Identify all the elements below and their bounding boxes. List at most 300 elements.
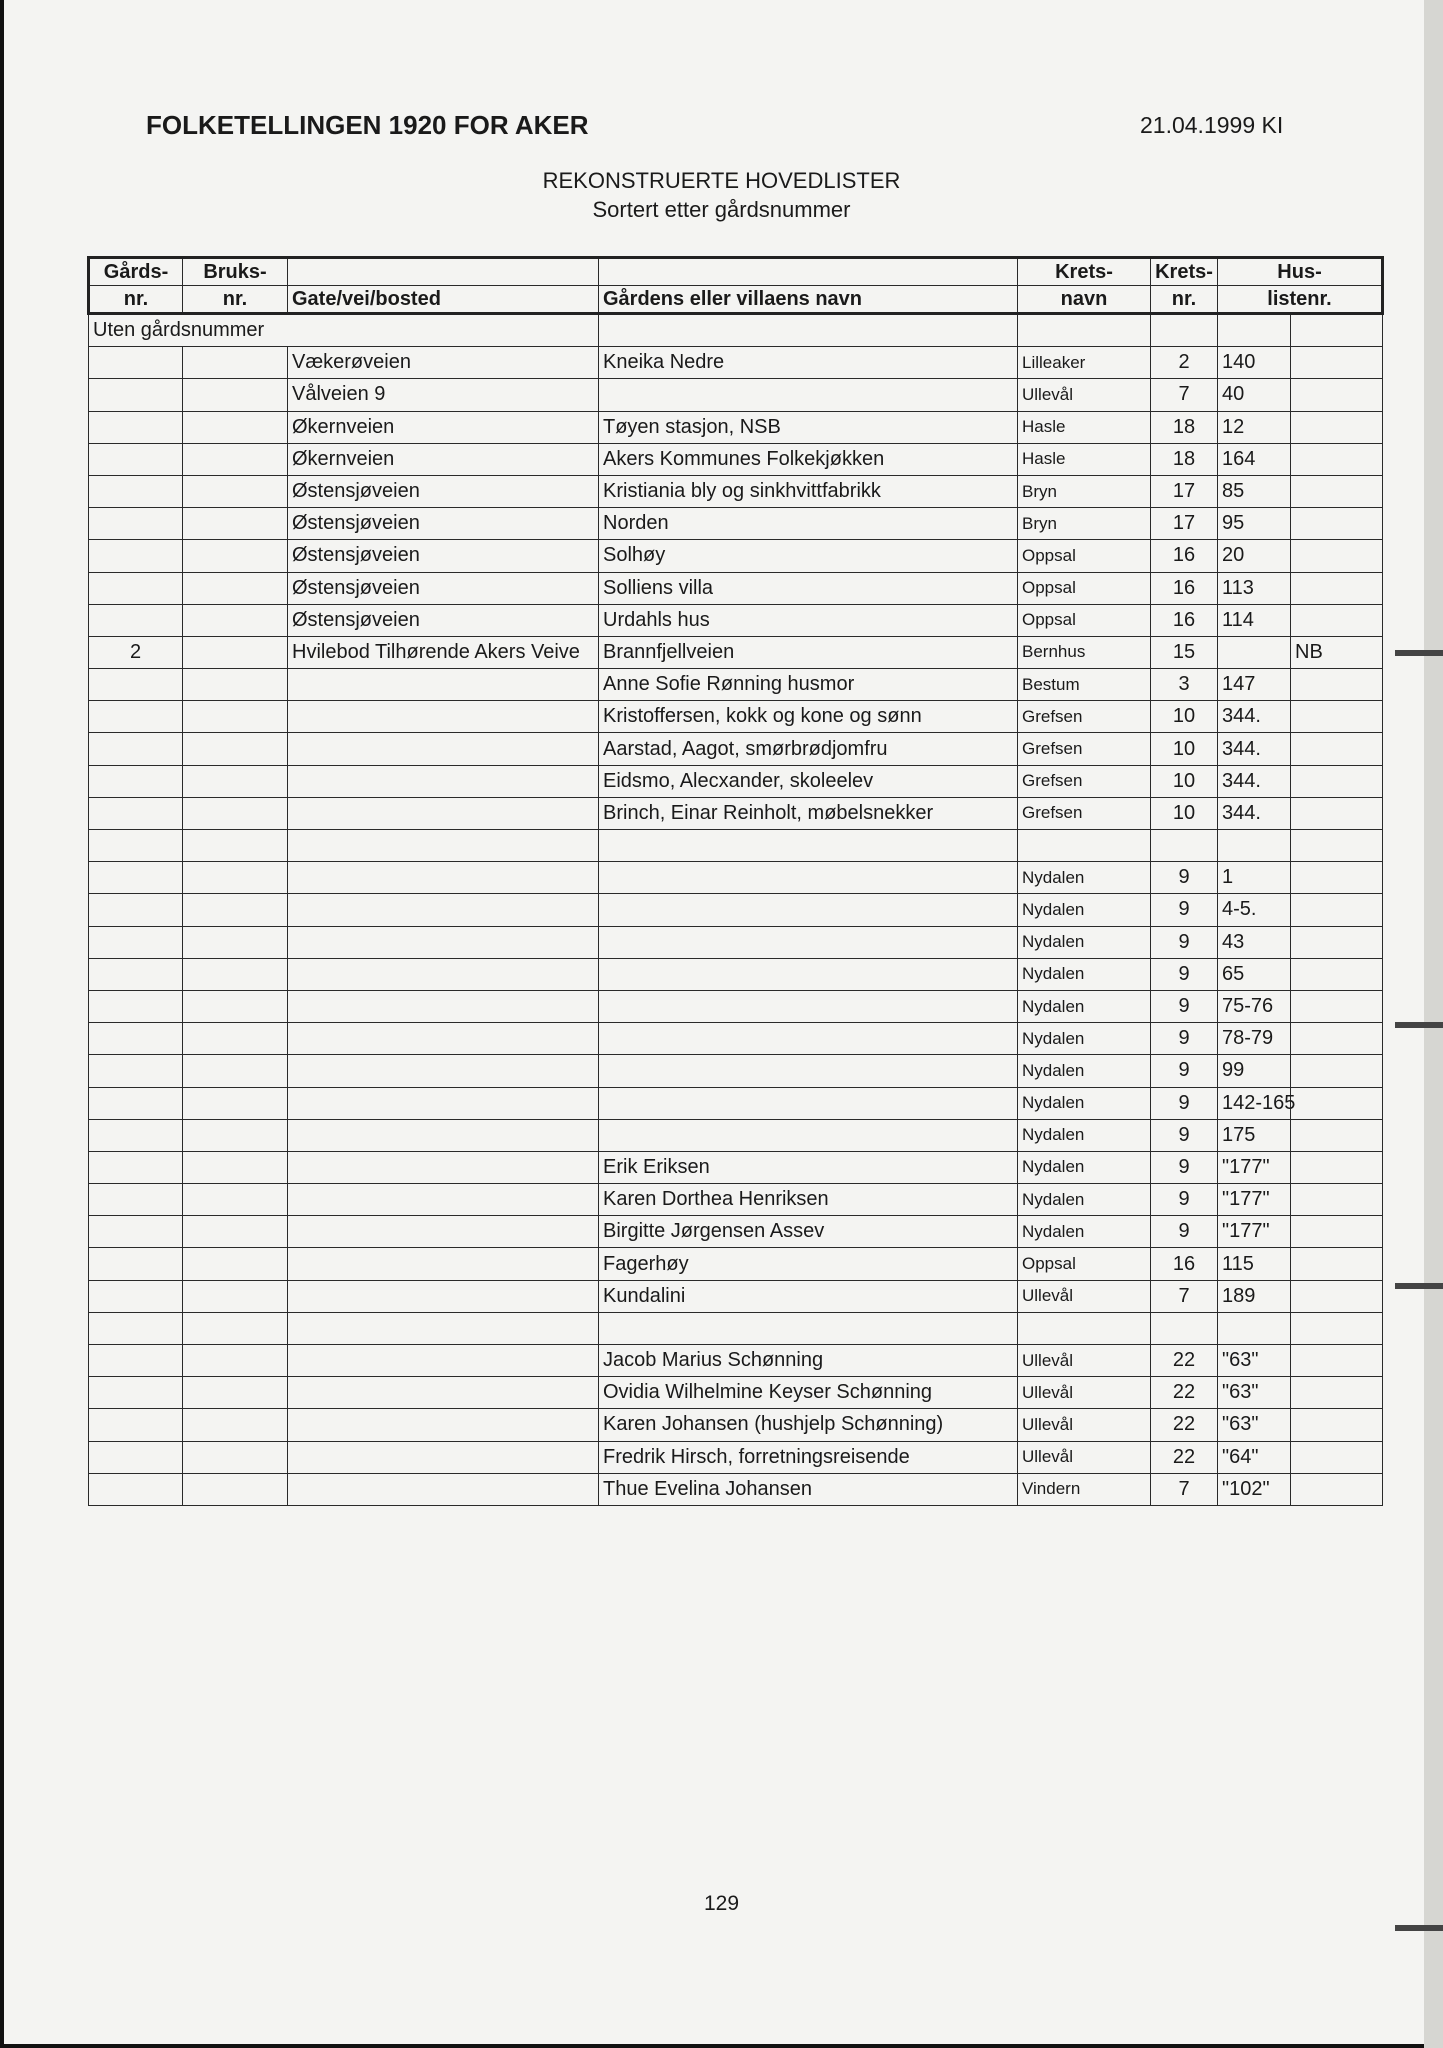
cell-bruks (183, 411, 288, 443)
cell-note: NB (1291, 636, 1383, 668)
cell-bruks (183, 1055, 288, 1087)
cell-gards (89, 508, 183, 540)
cell-navn (599, 1023, 1018, 1055)
cell-note (1291, 894, 1383, 926)
cell-navn: Akers Kommunes Folkekjøkken (599, 443, 1018, 475)
cell-hus-listenr: 147 (1218, 669, 1291, 701)
table-row (89, 830, 1383, 862)
cell-gate: Østensjøveien (288, 475, 599, 507)
cell-gards (89, 894, 183, 926)
cell-bruks (183, 1377, 288, 1409)
cell-krets-nr: 22 (1151, 1441, 1218, 1473)
cell-note (1291, 701, 1383, 733)
cell-hus-listenr: "63" (1218, 1345, 1291, 1377)
cell-bruks (183, 797, 288, 829)
document-title: FOLKETELLINGEN 1920 FOR AKER (146, 110, 589, 140)
cell-note (1291, 765, 1383, 797)
col-krets-navn-header: Krets- (1018, 258, 1151, 286)
cell-gards (89, 733, 183, 765)
cell-gate: Østensjøveien (288, 572, 599, 604)
cell-krets-nr: 16 (1151, 604, 1218, 636)
scan-edge-mark (1395, 1022, 1443, 1028)
cell-gate: Vækerøveien (288, 347, 599, 379)
cell-hus-listenr (1218, 636, 1291, 668)
cell-gate: Østensjøveien (288, 540, 599, 572)
cell-note (1291, 572, 1383, 604)
cell-hus-listenr: 114 (1218, 604, 1291, 636)
cell-krets-nr: 17 (1151, 508, 1218, 540)
cell-gards (89, 1087, 183, 1119)
cell-gards (89, 1055, 183, 1087)
cell-navn: Kristiania bly og sinkhvittfabrikk (599, 475, 1018, 507)
cell-note (1291, 926, 1383, 958)
cell-hus-listenr: "177" (1218, 1184, 1291, 1216)
cell-note (1291, 1055, 1383, 1087)
cell-krets-nr: 7 (1151, 1280, 1218, 1312)
cell-note (1291, 347, 1383, 379)
cell-gate (288, 1441, 599, 1473)
cell-krets-navn: Grefsen (1018, 765, 1151, 797)
cell-gards (89, 1377, 183, 1409)
cell-krets-nr: 18 (1151, 411, 1218, 443)
table-row (89, 347, 1383, 379)
cell-navn: Birgitte Jørgensen Assev (599, 1216, 1018, 1248)
cell-krets-navn (1018, 1312, 1151, 1344)
cell-gate (288, 733, 599, 765)
cell-navn: Aarstad, Aagot, smørbrødjomfru (599, 733, 1018, 765)
table-row (89, 1184, 1383, 1216)
table-row (89, 1119, 1383, 1151)
cell-navn: Solhøy (599, 540, 1018, 572)
cell-hus-listenr: 1 (1218, 862, 1291, 894)
cell-navn (599, 958, 1018, 990)
scan-edge-mark (1395, 1925, 1443, 1931)
cell-bruks (183, 669, 288, 701)
section-label: Uten gårdsnummer (89, 314, 288, 347)
document-sort-note: Sortert etter gårdsnummer (592, 197, 851, 222)
table-row (89, 701, 1383, 733)
cell-gate (288, 797, 599, 829)
cell-krets-nr: 9 (1151, 1055, 1218, 1087)
cell-navn: Anne Sofie Rønning husmor (599, 669, 1018, 701)
cell-gate: Østensjøveien (288, 508, 599, 540)
cell-gate (288, 830, 599, 862)
cell-navn: Kundalini (599, 1280, 1018, 1312)
cell-krets-navn (1018, 830, 1151, 862)
cell-hus-listenr: 43 (1218, 926, 1291, 958)
cell-navn (599, 1312, 1018, 1344)
table-row (89, 411, 1383, 443)
cell-krets-nr: 3 (1151, 669, 1218, 701)
cell-bruks (183, 1409, 288, 1441)
section-row (89, 314, 1383, 347)
cell-note (1291, 540, 1383, 572)
cell-note (1291, 508, 1383, 540)
cell-navn (599, 862, 1018, 894)
cell-hus-listenr (1218, 830, 1291, 862)
cell-bruks (183, 1023, 288, 1055)
col-krets-nr-header-2: nr. (1151, 286, 1218, 314)
cell-gards (89, 797, 183, 829)
cell-bruks (183, 540, 288, 572)
cell-hus-listenr: "64" (1218, 1441, 1291, 1473)
cell-bruks (183, 347, 288, 379)
document-date: 21.04.1999 KI (1140, 112, 1284, 138)
cell-hus-listenr: 99 (1218, 1055, 1291, 1087)
cell-hus-listenr (1218, 1312, 1291, 1344)
cell-krets-navn: Vindern (1018, 1473, 1151, 1505)
cell-bruks (183, 701, 288, 733)
cell-bruks (183, 990, 288, 1022)
cell-note (1291, 797, 1383, 829)
cell-gate (288, 669, 599, 701)
cell-krets-nr: 9 (1151, 1184, 1218, 1216)
cell-note (1291, 1184, 1383, 1216)
col-hus-header: Hus- (1218, 258, 1383, 286)
cell-navn: Karen Dorthea Henriksen (599, 1184, 1018, 1216)
cell-hus-listenr: 20 (1218, 540, 1291, 572)
col-bruks-header: Bruks- (183, 258, 288, 286)
cell-krets-navn: Oppsal (1018, 1248, 1151, 1280)
cell-note (1291, 1087, 1383, 1119)
cell-gate (288, 1345, 599, 1377)
cell-gards (89, 347, 183, 379)
cell-gards (89, 1023, 183, 1055)
cell-krets-navn: Nydalen (1018, 990, 1151, 1022)
table-row (89, 1345, 1383, 1377)
cell-gards (89, 990, 183, 1022)
cell-gards (89, 926, 183, 958)
cell-gards (89, 475, 183, 507)
cell-note (1291, 830, 1383, 862)
cell-krets-navn: Ullevål (1018, 379, 1151, 411)
cell-krets-navn: Nydalen (1018, 1055, 1151, 1087)
cell-navn: Brannfjellveien (599, 636, 1018, 668)
cell-note (1291, 1216, 1383, 1248)
cell-navn: Jacob Marius Schønning (599, 1345, 1018, 1377)
col-krets-nr-header: Krets- (1151, 258, 1218, 286)
cell-gards (89, 1345, 183, 1377)
cell-bruks (183, 443, 288, 475)
cell-krets-navn: Nydalen (1018, 894, 1151, 926)
cell-bruks (183, 508, 288, 540)
table-row (89, 1087, 1383, 1119)
cell-bruks (183, 1216, 288, 1248)
cell-gards (89, 1248, 183, 1280)
cell-note (1291, 1119, 1383, 1151)
cell-navn: Eidsmo, Alecxander, skoleelev (599, 765, 1018, 797)
table-row (89, 443, 1383, 475)
cell-krets-nr: 10 (1151, 701, 1218, 733)
cell-gate (288, 765, 599, 797)
cell-bruks (183, 830, 288, 862)
cell-hus-listenr: 142-165 (1218, 1087, 1291, 1119)
table-row (89, 958, 1383, 990)
cell-gards (89, 1151, 183, 1183)
table-row (89, 572, 1383, 604)
cell-note (1291, 475, 1383, 507)
cell-hus-listenr: 344. (1218, 701, 1291, 733)
table-row (89, 1312, 1383, 1344)
cell-gate (288, 1409, 599, 1441)
cell-navn (599, 894, 1018, 926)
cell-note (1291, 443, 1383, 475)
cell-gards (89, 1216, 183, 1248)
table-row (89, 990, 1383, 1022)
cell-krets-navn: Hasle (1018, 443, 1151, 475)
table-row (89, 733, 1383, 765)
table-row (89, 765, 1383, 797)
cell-bruks (183, 379, 288, 411)
cell-krets-navn: Grefsen (1018, 797, 1151, 829)
cell-note (1291, 1151, 1383, 1183)
cell-navn: Urdahls hus (599, 604, 1018, 636)
cell-navn: Brinch, Einar Reinholt, møbelsnekker (599, 797, 1018, 829)
cell-krets-navn: Oppsal (1018, 572, 1151, 604)
table-row (89, 1280, 1383, 1312)
table-row (89, 1377, 1383, 1409)
cell-krets-navn: Ullevål (1018, 1280, 1151, 1312)
cell-bruks (183, 636, 288, 668)
cell-hus-listenr: 113 (1218, 572, 1291, 604)
cell-note (1291, 1441, 1383, 1473)
cell-gate (288, 862, 599, 894)
cell-gards (89, 862, 183, 894)
cell-gards (89, 443, 183, 475)
document-subtitle: REKONSTRUERTE HOVEDLISTER (542, 168, 901, 193)
cell-note (1291, 669, 1383, 701)
cell-hus-listenr: 175 (1218, 1119, 1291, 1151)
cell-note (1291, 990, 1383, 1022)
cell-hus-listenr: 164 (1218, 443, 1291, 475)
col-gards-header-2: nr. (89, 286, 183, 314)
cell-krets-nr: 18 (1151, 443, 1218, 475)
cell-bruks (183, 1441, 288, 1473)
cell-gards (89, 958, 183, 990)
cell-gate (288, 1055, 599, 1087)
cell-note (1291, 1473, 1383, 1505)
cell-krets-nr: 22 (1151, 1409, 1218, 1441)
col-bruks-header-2: nr. (183, 286, 288, 314)
cell-krets-navn: Oppsal (1018, 540, 1151, 572)
cell-hus-listenr: 344. (1218, 765, 1291, 797)
table-row (89, 540, 1383, 572)
cell-krets-navn: Bryn (1018, 508, 1151, 540)
cell-krets-navn: Bestum (1018, 669, 1151, 701)
cell-gate (288, 1312, 599, 1344)
cell-gate (288, 1087, 599, 1119)
table-row (89, 926, 1383, 958)
cell-krets-navn: Nydalen (1018, 1184, 1151, 1216)
cell-hus-listenr: 65 (1218, 958, 1291, 990)
cell-gate (288, 1184, 599, 1216)
cell-krets-navn: Lilleaker (1018, 347, 1151, 379)
cell-gate: Vålveien 9 (288, 379, 599, 411)
table-row (89, 508, 1383, 540)
cell-krets-nr: 10 (1151, 733, 1218, 765)
table-row (89, 1473, 1383, 1505)
cell-hus-listenr: 115 (1218, 1248, 1291, 1280)
cell-bruks (183, 733, 288, 765)
cell-gards (89, 1280, 183, 1312)
cell-krets-navn: Ullevål (1018, 1441, 1151, 1473)
cell-navn: Ovidia Wilhelmine Keyser Schønning (599, 1377, 1018, 1409)
cell-navn: Kristoffersen, kokk og kone og sønn (599, 701, 1018, 733)
table-row (89, 1055, 1383, 1087)
cell-krets-navn: Oppsal (1018, 604, 1151, 636)
cell-krets-navn: Nydalen (1018, 926, 1151, 958)
cell-gate (288, 1473, 599, 1505)
cell-krets-nr: 9 (1151, 1119, 1218, 1151)
cell-navn (599, 830, 1018, 862)
cell-note (1291, 1345, 1383, 1377)
cell-navn: Erik Eriksen (599, 1151, 1018, 1183)
cell-gards (89, 701, 183, 733)
cell-krets-navn: Ullevål (1018, 1377, 1151, 1409)
cell-gards (89, 540, 183, 572)
cell-krets-nr: 9 (1151, 1151, 1218, 1183)
cell-navn (599, 1087, 1018, 1119)
cell-krets-navn: Grefsen (1018, 701, 1151, 733)
cell-bruks (183, 1184, 288, 1216)
cell-krets-nr: 10 (1151, 765, 1218, 797)
table-row (89, 379, 1383, 411)
cell-navn (599, 1055, 1018, 1087)
table-row (89, 894, 1383, 926)
cell-bruks (183, 1119, 288, 1151)
table-row (89, 1023, 1383, 1055)
cell-bruks (183, 1248, 288, 1280)
cell-gate (288, 1216, 599, 1248)
cell-krets-nr: 9 (1151, 1087, 1218, 1119)
cell-note (1291, 1023, 1383, 1055)
cell-bruks (183, 1312, 288, 1344)
cell-gards (89, 1473, 183, 1505)
cell-navn (599, 379, 1018, 411)
cell-bruks (183, 1345, 288, 1377)
cell-krets-navn: Nydalen (1018, 1119, 1151, 1151)
cell-note (1291, 733, 1383, 765)
cell-krets-nr: 9 (1151, 926, 1218, 958)
cell-krets-navn: Nydalen (1018, 958, 1151, 990)
col-krets-navn-header-2: navn (1018, 286, 1151, 314)
cell-krets-navn: Nydalen (1018, 1023, 1151, 1055)
cell-gards (89, 379, 183, 411)
cell-bruks (183, 604, 288, 636)
cell-krets-nr: 17 (1151, 475, 1218, 507)
cell-gate: Hvilebod Tilhørende Akers Veive (288, 636, 599, 668)
cell-navn: Thue Evelina Johansen (599, 1473, 1018, 1505)
cell-gate (288, 958, 599, 990)
cell-krets-navn: Nydalen (1018, 1151, 1151, 1183)
table-row (89, 1151, 1383, 1183)
cell-navn: Solliens villa (599, 572, 1018, 604)
cell-gards (89, 1409, 183, 1441)
col-gards-header: Gårds- (89, 258, 183, 286)
cell-gate: Økernveien (288, 443, 599, 475)
cell-note (1291, 604, 1383, 636)
cell-gards (89, 411, 183, 443)
cell-navn (599, 1119, 1018, 1151)
cell-gards (89, 1441, 183, 1473)
cell-krets-navn: Grefsen (1018, 733, 1151, 765)
cell-bruks (183, 926, 288, 958)
table-row (89, 1409, 1383, 1441)
cell-bruks (183, 1280, 288, 1312)
cell-hus-listenr: 95 (1218, 508, 1291, 540)
cell-note (1291, 862, 1383, 894)
cell-krets-nr: 22 (1151, 1345, 1218, 1377)
cell-bruks (183, 862, 288, 894)
table-row (89, 636, 1383, 668)
cell-hus-listenr: "102" (1218, 1473, 1291, 1505)
cell-navn: Kneika Nedre (599, 347, 1018, 379)
cell-hus-listenr: 40 (1218, 379, 1291, 411)
cell-navn (599, 926, 1018, 958)
cell-hus-listenr: 344. (1218, 797, 1291, 829)
cell-krets-navn: Bernhus (1018, 636, 1151, 668)
cell-note (1291, 1409, 1383, 1441)
cell-gate: Økernveien (288, 411, 599, 443)
cell-krets-nr: 9 (1151, 862, 1218, 894)
cell-hus-listenr: 140 (1218, 347, 1291, 379)
cell-gards (89, 669, 183, 701)
cell-gate (288, 926, 599, 958)
cell-krets-nr: 9 (1151, 1023, 1218, 1055)
cell-navn: Karen Johansen (hushjelp Schønning) (599, 1409, 1018, 1441)
table-row (89, 669, 1383, 701)
cell-gate (288, 701, 599, 733)
col-gate-header: Gate/vei/bosted (288, 286, 599, 314)
cell-gards (89, 1119, 183, 1151)
cell-bruks (183, 765, 288, 797)
cell-navn: Norden (599, 508, 1018, 540)
cell-krets-navn: Ullevål (1018, 1409, 1151, 1441)
cell-krets-nr: 16 (1151, 540, 1218, 572)
cell-gards (89, 604, 183, 636)
page-number: 129 (703, 1892, 740, 1915)
cell-gate (288, 990, 599, 1022)
cell-bruks (183, 894, 288, 926)
cell-bruks (183, 475, 288, 507)
table-row (89, 1248, 1383, 1280)
cell-gards: 2 (89, 636, 183, 668)
cell-navn: Tøyen stasjon, NSB (599, 411, 1018, 443)
cell-krets-navn: Hasle (1018, 411, 1151, 443)
cell-krets-navn: Nydalen (1018, 1087, 1151, 1119)
table-row (89, 862, 1383, 894)
cell-gate (288, 1280, 599, 1312)
cell-krets-navn: Bryn (1018, 475, 1151, 507)
scan-edge-mark (1395, 1283, 1443, 1289)
cell-hus-listenr: 75-76 (1218, 990, 1291, 1022)
cell-bruks (183, 1151, 288, 1183)
cell-navn: Fredrik Hirsch, forretningsreisende (599, 1441, 1018, 1473)
col-navn-header: Gårdens eller villaens navn (599, 286, 1018, 314)
table-row (89, 797, 1383, 829)
cell-hus-listenr: "177" (1218, 1216, 1291, 1248)
cell-krets-nr: 16 (1151, 572, 1218, 604)
cell-gards (89, 1312, 183, 1344)
table-header (89, 258, 1383, 314)
cell-gate (288, 1119, 599, 1151)
cell-note (1291, 411, 1383, 443)
cell-bruks (183, 572, 288, 604)
cell-bruks (183, 958, 288, 990)
cell-note (1291, 1248, 1383, 1280)
cell-krets-nr: 7 (1151, 1473, 1218, 1505)
cell-gards (89, 1184, 183, 1216)
